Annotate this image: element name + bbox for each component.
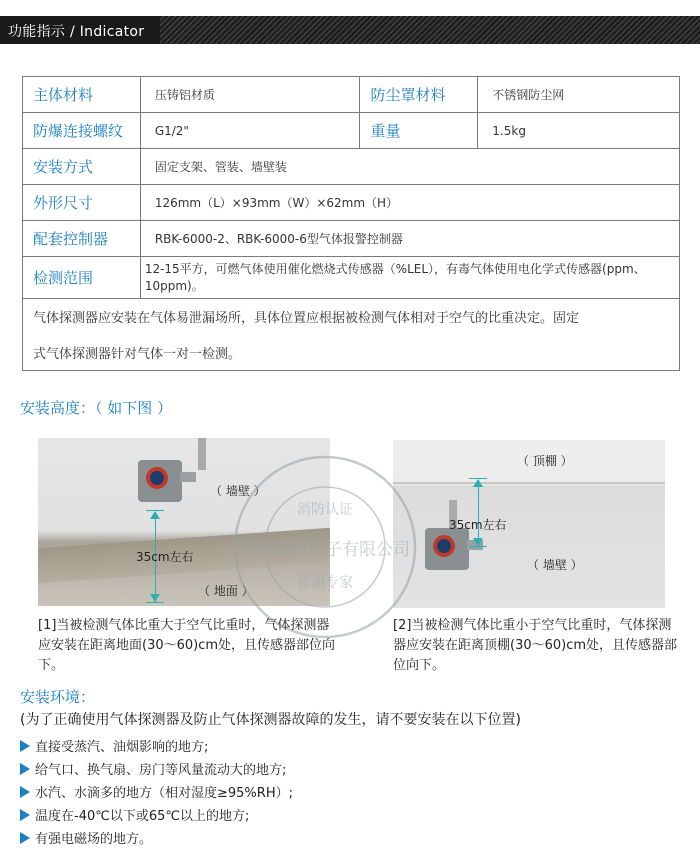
spec-value-material: 压铸铝材质	[140, 77, 360, 113]
spec-label-dimensions: 外形尺寸	[23, 185, 141, 221]
spec-label-material: 主体材料	[23, 77, 141, 113]
environment-title: 安装环境：	[20, 688, 96, 706]
floor-label: （ 地面 ）	[198, 584, 254, 598]
section-header	[0, 16, 700, 44]
wall-label: （ 墙壁 ）	[210, 484, 266, 498]
install-height-title: 安装高度：（ 如下图 ）	[20, 399, 173, 417]
photo-ceiling-mount	[393, 440, 665, 608]
table-row	[23, 185, 680, 221]
header-stripes	[160, 16, 700, 44]
spec-value-weight: 1.5kg	[478, 113, 680, 149]
table-row	[23, 335, 680, 371]
spec-value-install: 固定支架、管装、墙壁装	[140, 149, 679, 185]
spec-value-controller: RBK-6000-2、RBK-6000-6型气体报警控制器	[140, 221, 679, 257]
spec-label-dust-cover: 防尘罩材料	[360, 77, 478, 113]
wall-label: （ 墙壁 ）	[527, 558, 583, 572]
photo-floor-mount	[38, 438, 330, 606]
distance-label: 35cm左右	[136, 550, 194, 564]
table-row	[23, 149, 680, 185]
detector-icon	[425, 528, 469, 570]
sensor-ring-icon	[433, 535, 455, 557]
table-row	[23, 113, 680, 149]
ceiling-line	[393, 482, 665, 484]
dimension-line	[478, 480, 479, 546]
triangle-bullet-icon	[20, 740, 30, 752]
spec-note-line2: 式气体探测器针对气体一对一检测。	[23, 335, 680, 371]
spec-value-range: 12-15平方，可燃气体使用催化燃烧式传感器（%LEL），有毒气体使用电化学式传感器(ppm、10ppm)。	[140, 257, 679, 299]
list-item: 直接受蒸汽、油烟影响的地方;	[20, 734, 293, 757]
caption-ceiling: [2]当被检测气体比重小于空气比重时，气体探测器应安装在距离顶棚(30～60)cm处，且传感器部位向下。	[393, 618, 678, 673]
triangle-bullet-icon	[20, 809, 30, 821]
spec-label-install: 安装方式	[23, 149, 141, 185]
stamp-arc-text: 济南德耐电子有限公司	[240, 540, 410, 560]
table-row	[23, 77, 680, 113]
environment-list	[20, 734, 293, 849]
spec-value-dust-cover: 不锈钢防尘网	[478, 77, 680, 113]
spec-table	[22, 76, 680, 371]
spec-label-controller: 配套控制器	[23, 221, 141, 257]
ceiling-label: （ 顶棚 ）	[517, 454, 573, 468]
header-title: 功能指示 / Indicator	[8, 24, 145, 40]
distance-label: 35cm左右	[449, 518, 507, 532]
spec-value-thread: G1/2"	[140, 113, 360, 149]
list-item: 水汽、水滴多的地方（相对湿度≥95%RH）;	[20, 780, 293, 803]
triangle-bullet-icon	[20, 832, 30, 844]
table-row	[23, 257, 680, 299]
arrow-down-icon	[150, 594, 160, 602]
spec-label-weight: 重量	[360, 113, 478, 149]
spec-label-range: 检测范围	[23, 257, 141, 299]
stamp-top-text: 消防认证	[297, 502, 353, 518]
environment-intro: (为了正确使用气体探测器及防止气体探测器故障的发生，请不要安装在以下位置)	[20, 712, 521, 728]
table-row	[23, 299, 680, 335]
spec-label-thread: 防爆连接螺纹	[23, 113, 141, 149]
list-item: 有强电磁场的地方。	[20, 826, 293, 849]
arrow-down-icon	[473, 538, 483, 546]
spec-note-line1: 气体探测器应安装在气体易泄漏场所，具体位置应根据被检测气体相对于空气的比重决定。固定	[23, 299, 680, 335]
list-item: 温度在-40℃以下或65℃以上的地方;	[20, 803, 293, 826]
sensor-ring-icon	[146, 467, 168, 489]
caption-floor: [1]当被检测气体比重大于空气比重时，气体探测器应安装在距离地面(30～60)cm处，且传感器部位向下。	[38, 618, 336, 673]
triangle-bullet-icon	[20, 786, 30, 798]
table-row	[23, 221, 680, 257]
triangle-bullet-icon	[20, 763, 30, 775]
conduit-pipe	[198, 438, 206, 470]
stamp-bottom-text: 监测专家	[297, 575, 353, 591]
detector-icon	[138, 460, 182, 502]
spec-value-dimensions: 126mm（L）×93mm（W）×62mm（H）	[140, 185, 679, 221]
list-item: 给气口、换气扇、房门等风量流动大的地方;	[20, 757, 293, 780]
